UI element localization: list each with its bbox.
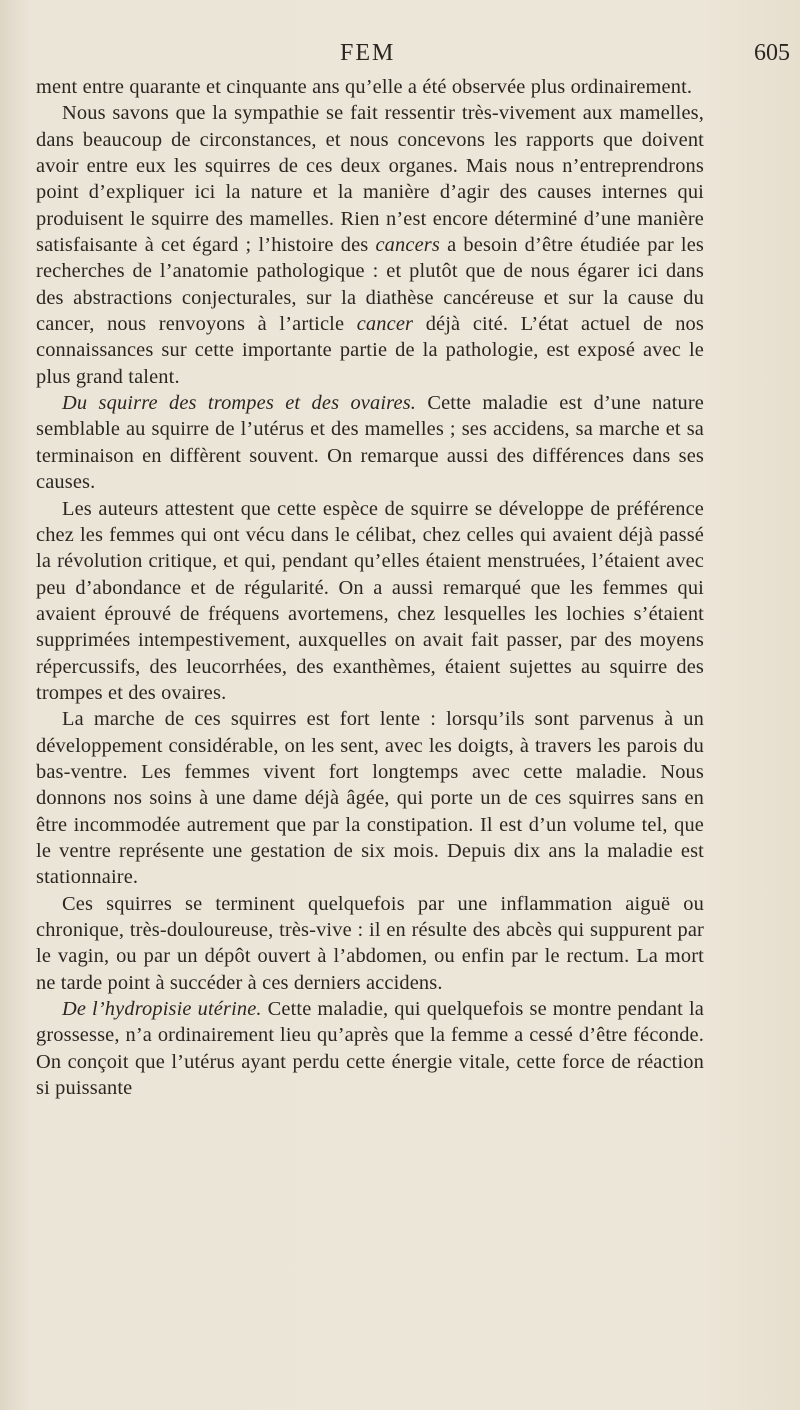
text-run: La marche de ces squirres est fort lente : lorsqu’ils sont parvenus à un développement considérable, on les sent, avec les doigts, à travers les parois du bas-ventre. Les femmes vivent fort longtemps avec cette maladie. Nous donnons nos soins à une dame déjà âgée, qui porte un de ces squirres sans en être incommodée autrement que par la constipation. Il est d’un volume tel, que le ventre représente une gestation de six mois. Depuis dix ans la maladie est stationnaire. [36,708,704,889]
body-text [36,74,704,1101]
paragraph [36,390,704,495]
text-run: Cette maladie, qui quelquefois se montre pendant la grossesse, n’a ordinairement lieu qu’après que la femme a cessé d’être féconde. On conçoit que l’utérus ayant perdu cette énergie vitale, cette force de réaction si puissante [36,998,704,1100]
text-run: Ces squirres se terminent quelquefois par une inflammation aiguë ou chronique, très-douloureuse, très-vive : il en résulte des abcès qui suppurent par le vagin, ou par un dépôt ouvert à l’abdomen, ou enfin par le rectum. La mort ne tarde point à succéder à ces derniers accidens. [36,892,704,994]
italic-text: cancer [356,313,414,336]
page-number: 605 [754,40,790,66]
paragraph [36,100,704,390]
text-run: Nous savons que la sympathie se fait ressentir très-vivement aux mamelles, dans beaucoup de circonstances, et nous concevons les rapports que doivent avoir entre eux les squirres de ces deux organes. Mais nous n’entreprendrons point d’expliquer ici la nature et la manière d’agir des causes internes qui produisent le squirre des mamelles. Rien n’est encore déterminé d’une manière satisfaisante à cet égard ; l’histoire des [36,102,704,257]
italic-text: De l’hydropisie utérine. [62,998,262,1021]
running-title: FEM [340,40,396,66]
paragraph [36,996,704,1101]
text-run: Cette maladie est d’une nature semblable au squirre de l’utérus et des mamelles ; ses accidens, sa marche et sa terminaison en diffèrent souvent. On remarque aussi des différences dans ses causes. [36,392,704,494]
italic-text: Du squirre des trompes et des ovaires. [62,392,417,415]
paragraph [36,496,704,707]
running-head [36,38,790,74]
text-run: Les auteurs attestent que cette espèce de squirre se développe de préférence chez les femmes qui ont vécu dans le célibat, chez celles qui avaient déjà passé la révolution critique, et qui, pendant qu’elles étaient menstruées, l’étaient avec peu d’abondance et de régularité. On a aussi remarqué que les femmes qui avaient éprouvé de fréquens avortemens, chez lesquelles les lochies s’étaient supprimées intempestivement, auxquelles on avait fait passer, par des moyens répercussifs, des leucorrhées, des exanthèmes, étaient sujettes au squirre des trompes et des ovaires. [36,497,704,704]
paragraph [36,891,704,996]
text-run: déjà cité. L’état actuel de nos connaissances sur cette importante partie de la pathologie, est exposé avec le plus grand talent. [36,313,704,388]
text-run: ment entre quarante et cinquante ans qu’elle a été observée plus ordinairement. [36,76,693,98]
paragraph [36,706,704,890]
text-run: a besoin d’être étudiée par les recherches de l’anatomie pathologique : et plutôt que de nous égarer ici dans des abstractions conjecturales, sur la diathèse cancéreuse et sur la cause du cancer, nous renvoyons à l’article [36,234,704,336]
paragraph [36,74,704,100]
italic-text: cancers [375,234,440,257]
